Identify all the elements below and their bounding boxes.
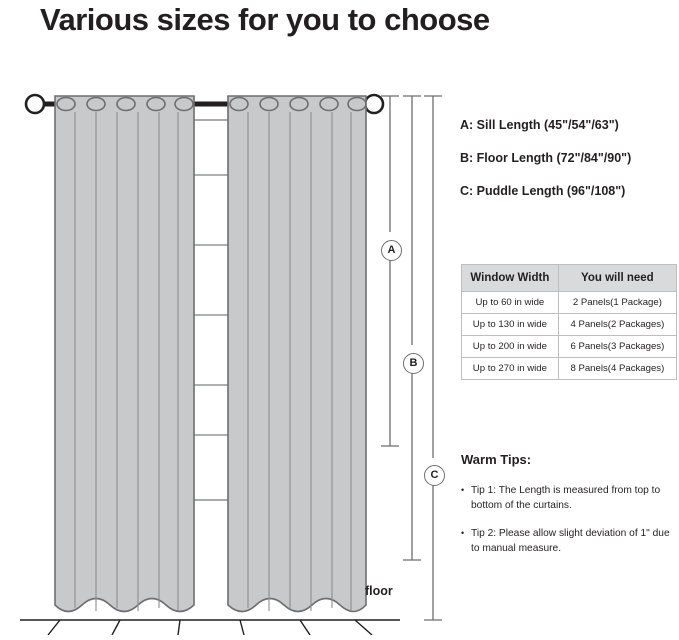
- floor-label: floor: [365, 584, 393, 598]
- cell-panels-needed: 4 Panels(2 Packages): [558, 314, 676, 336]
- legend-item-b: B: Floor Length (72"/84"/90"): [460, 151, 632, 165]
- warm-tip-1: • Tip 1: The Length is measured from top to bottom of the curtains.: [461, 483, 677, 513]
- legend-item-a: A: Sill Length (45"/54"/63"): [460, 118, 619, 132]
- column-header-you-will-need: You will need: [558, 265, 676, 292]
- measure-marker-c: C: [424, 465, 445, 486]
- table-row: [462, 314, 677, 336]
- measure-marker-a: A: [381, 240, 402, 261]
- table-header-row: [462, 265, 677, 292]
- length-legend: [460, 118, 675, 217]
- floor-lines: [20, 620, 400, 635]
- cell-window-width: Up to 130 in wide: [462, 314, 559, 336]
- cell-window-width: Up to 200 in wide: [462, 336, 559, 358]
- cell-window-width: Up to 60 in wide: [462, 292, 559, 314]
- cell-window-width: Up to 270 in wide: [462, 358, 559, 380]
- cell-panels-needed: 8 Panels(4 Packages): [558, 358, 676, 380]
- window-width-table: [461, 264, 677, 380]
- cell-panels-needed: 2 Panels(1 Package): [558, 292, 676, 314]
- cell-panels-needed: 6 Panels(3 Packages): [558, 336, 676, 358]
- column-header-window-width: Window Width: [462, 265, 559, 292]
- legend-item-c: C: Puddle Length (96"/108"): [460, 184, 626, 198]
- page-title: Various sizes for you to choose: [40, 2, 490, 37]
- measure-marker-b: B: [403, 353, 424, 374]
- table-row: [462, 358, 677, 380]
- table-row: [462, 336, 677, 358]
- curtain-panel-left: [55, 96, 194, 612]
- table-row: [462, 292, 677, 314]
- warm-tip-2: • Tip 2: Please allow slight deviation of 1" due to manual measure.: [461, 526, 677, 556]
- warm-tips-heading: Warm Tips:: [461, 452, 532, 467]
- warm-tips-section: [461, 452, 677, 569]
- curtain-diagram: [0, 60, 450, 635]
- curtain-panel-right: [228, 96, 366, 612]
